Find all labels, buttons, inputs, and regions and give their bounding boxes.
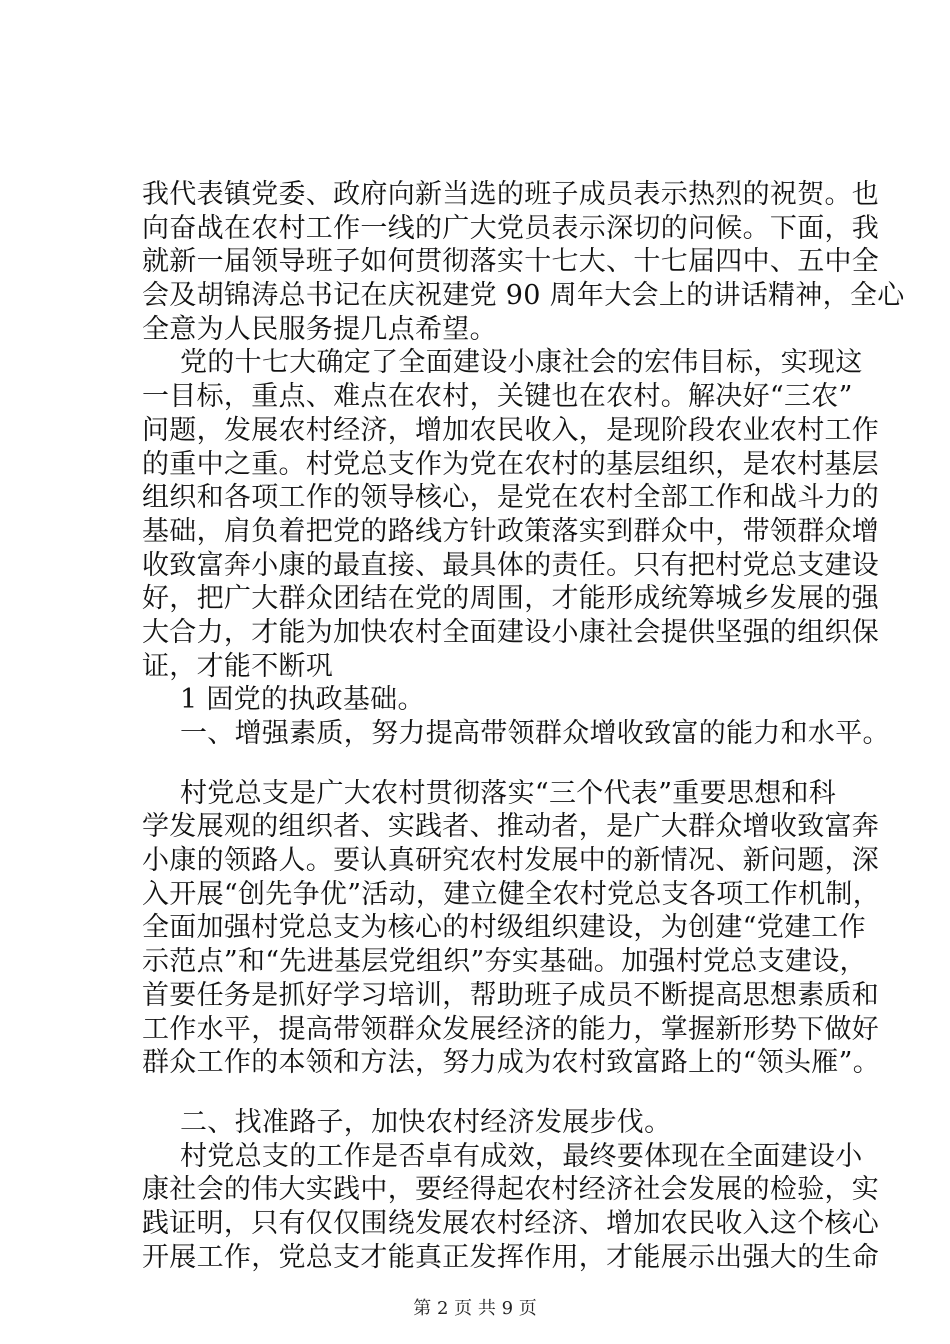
paragraph-line: 我代表镇党委、政府向新当选的班子成员表示热烈的祝贺。也 <box>142 179 880 210</box>
paragraph-line: 组织和各项工作的领导核心，是党在农村全部工作和战斗力的 <box>142 482 880 514</box>
paragraph-line: 基础，肩负着把党的路线方针政策落实到群众中，带领群众增 <box>142 515 880 547</box>
section-heading: 二、找准路子，加快农村经济发展步伐。 <box>180 1106 672 1138</box>
paragraph-line: 会及胡锦涛总书记在庆祝建党 90 周年大会上的讲话精神，全心 <box>142 280 905 312</box>
paragraph-line: 1 固党的执政基础。 <box>180 684 425 716</box>
document-body <box>142 178 905 1274</box>
paragraph-line: 问题，发展农村经济，增加农民收入，是现阶段农业农村工作 <box>142 414 880 446</box>
paragraph-line: 的重中之重。村党总支作为党在农村的基层组织，是农村基层 <box>142 448 880 480</box>
paragraph-line: 全面加强村党总支为核心的村级组织建设，为创建“党建工作 <box>142 912 866 944</box>
paragraph-line: 村党总支的工作是否卓有成效，最终要体现在全面建设小 <box>180 1140 863 1172</box>
paragraph-line: 小康的领路人。要认真研究农村发展中的新情况、新问题，深 <box>142 845 880 877</box>
paragraph-line: 村党总支是广大农村贯彻落实“三个代表”重要思想和科 <box>180 777 837 809</box>
paragraph-line: 证，才能不断巩 <box>142 650 334 682</box>
paragraph-line: 入开展“创先争优”活动，建立健全农村党总支各项工作机制， <box>142 878 881 910</box>
paragraph-line: 开展工作，党总支才能真正发挥作用，才能展示出强大的生命 <box>142 1241 880 1273</box>
paragraph-line: 收致富奔小康的最直接、最具体的责任。只有把村党总支建设 <box>142 549 880 581</box>
paragraph-line: 党的十七大确定了全面建设小康社会的宏伟目标，实现这 <box>180 347 863 379</box>
section-heading: 一、增强素质，努力提高带领群众增收致富的能力和水平。 <box>180 718 890 749</box>
paragraph-line: 康社会的伟大实践中，要经得起农村经济社会发展的检验，实 <box>142 1174 880 1206</box>
paragraph-line: 首要任务是抓好学习培训，帮助班子成员不断提高思想素质和 <box>142 979 880 1011</box>
paragraph-line: 好，把广大群众团结在党的周围，才能形成统筹城乡发展的强 <box>142 583 880 615</box>
page-footer: 第 2 页 共 9 页 <box>413 1298 537 1319</box>
paragraph-line: 一目标，重点、难点在农村，关键也在农村。解决好“三农” <box>142 381 853 413</box>
paragraph-gap <box>142 1080 842 1106</box>
paragraph-line: 大合力，才能为加快农村全面建设小康社会提供坚强的组织保 <box>142 616 880 648</box>
paragraph-line: 工作水平，提高带领群众发展经济的能力，掌握新形势下做好 <box>142 1013 880 1045</box>
paragraph-line: 群众工作的本领和方法，努力成为农村致富路上的“领头雁”。 <box>142 1047 881 1079</box>
paragraph-line: 就新一届领导班子如何贯彻落实十七大、十七届四中、五中全 <box>142 246 880 278</box>
paragraph-line: 践证明，只有仅仅围绕发展农村经济、增加农民收入这个核心 <box>142 1207 880 1239</box>
paragraph-line: 学发展观的组织者、实践者、推动者，是广大群众增收致富奔 <box>142 811 880 843</box>
paragraph-line: 示范点”和“先进基层党组织”夯实基础。加强村党总支建设， <box>142 946 867 978</box>
paragraph-line: 全意为人民服务提几点希望。 <box>142 313 497 345</box>
paragraph-gap <box>142 751 842 777</box>
paragraph-line: 向奋战在农村工作一线的广大党员表示深切的问候。下面，我 <box>142 212 880 244</box>
